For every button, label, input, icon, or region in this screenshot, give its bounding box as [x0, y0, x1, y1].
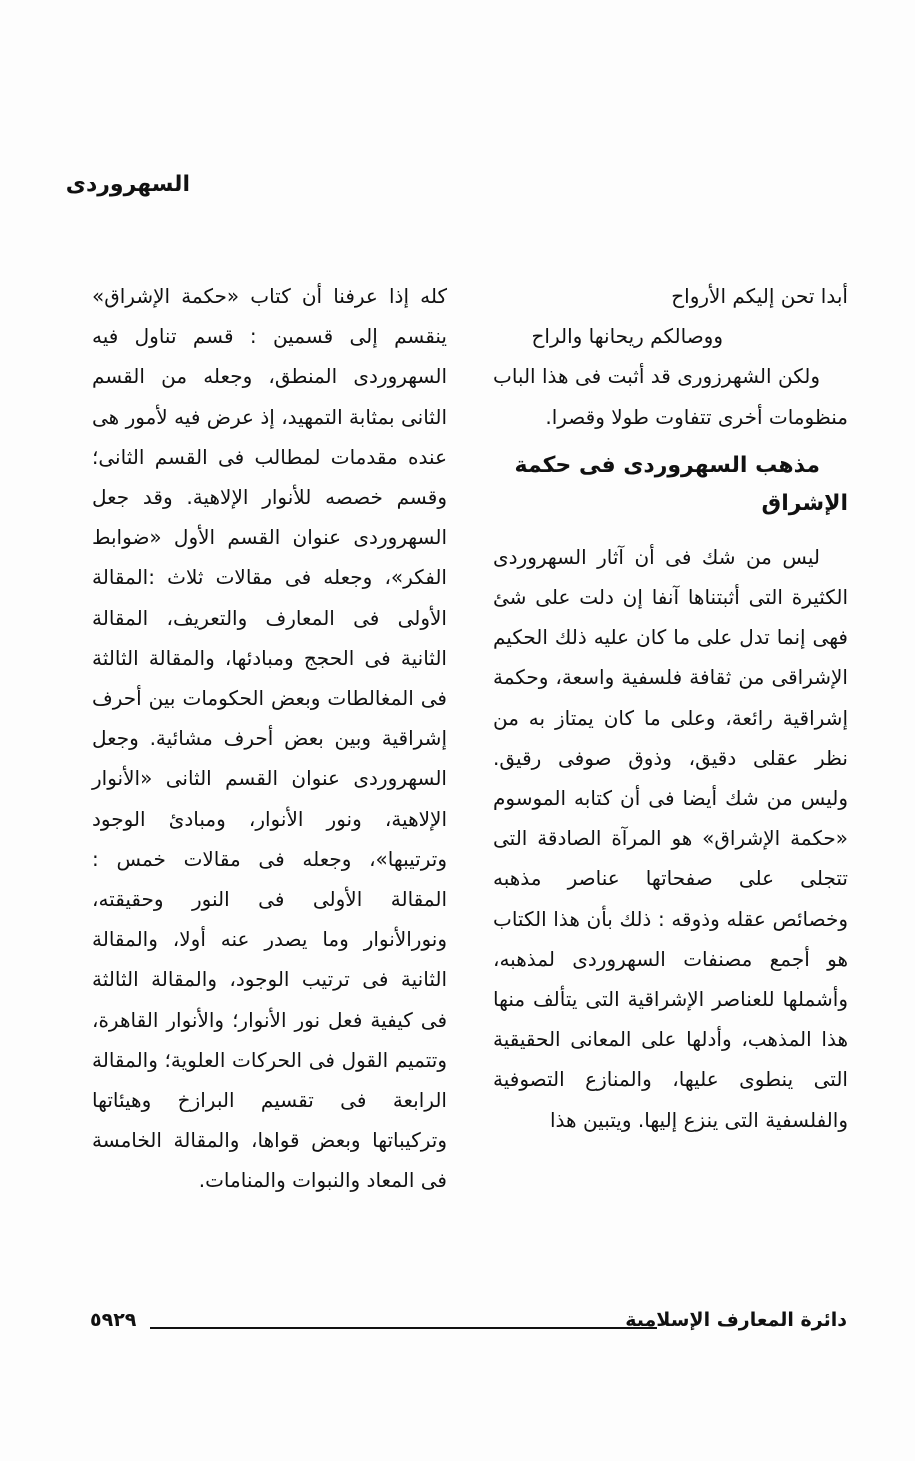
page-footer — [90, 1309, 847, 1341]
running-head: السهروردى — [65, 172, 190, 197]
footer-title: دائرة المعارف الإسلامية — [625, 1309, 847, 1331]
right-column — [493, 276, 848, 1140]
paragraph-shahrazuri: ولكن الشهرزورى قد أثبت فى هذا الباب منظومات أخرى تتفاوت طولا وقصرا. — [493, 364, 848, 429]
footer-rule — [150, 1327, 657, 1329]
poem-verse-2: ووصالكم ريحانها والراح — [531, 324, 723, 349]
paragraph-book-structure: كله إذا عرفنا أن كتاب «حكمة الإشراق» ينقسم إلى قسمين : قسم تناول فيه السهروردى المنطق، وجعله من القسم الثانى بمثابة التمهيد، إذ عرض فيه لأمور هى عنده مقدمات لمطالب فى القسم الثانى؛ وقسم خصصه للأنوار الإلاهية. وقد جعل السهروردى عنوان القسم الأول «ضوابط الفكر»، وجعله فى مقالات ثلاث :المقالة الأولى فى المعارف والتعريف، المقالة الثانية فى الحجج ومبادئها، والمقالة الثالثة فى المغالطات وبعض الحكومات بين أحرف إشراقية وبين بعض أحرف مشائية. وجعل السهروردى عنوان القسم الثانى «الأنوار الإلاهية، ونور الأنوار، ومبادئ الوجود وترتيبها»، وجعله فى مقالات خمس : المقالة الأولى فى النور وحقيقته، ونورالأنوار وما يصدر عنه أولا، والمقالة الثانية فى ترتيب الوجود، والمقالة الثالثة فى كيفية فعل نور الأنوار؛ والأنوار القاهرة، وتتميم القول فى الحركات العلوية؛ والمقالة الرابعة فى تقسيم البرازخ وهيئاتها وتركيباتها وبعض قواها، والمقالة الخامسة فى المعاد والنبوات والمنامات. — [92, 284, 447, 1193]
poem-verse-1: أبدا تحن إليكم الأرواح — [671, 284, 848, 308]
paragraph-illumination: ليس من شك فى أن آثار السهروردى الكثيرة التى أثبتناها آنفا إن دلت على شئ فهى إنما تدل على ما كان عليه ذلك الحكيم الإشراقى من ثقافة فلسفية واسعة، وحكمة إشراقية رائعة، وعلى ما كان يمتاز به من نظر عقلى دقيق، وذوق صوفى رقيق. وليس من شك أيضا فى أن كتابه الموسوم «حكمة الإشراق» هو المرآة الصادقة التى تتجلى على صفحاتها عناصر مذهبه وخصائص عقله وذوقه : ذلك بأن هذا الكتاب هو أجمع مصنفات السهروردى لمذهبه، وأشملها للعناصر الإشراقية التى يتألف منها هذا المذهب، وأدلها على المعانى الحقيقية التى ينطوى عليها، والمنازع التصوفية والفلسفية التى ينزع إليها. ويتبين هذا — [493, 544, 848, 1132]
left-column — [92, 276, 447, 1201]
section-heading: مذهب السهروردى فى حكمة الإشراق — [514, 452, 848, 516]
page-number: ٥٩٢٩ — [90, 1309, 137, 1331]
